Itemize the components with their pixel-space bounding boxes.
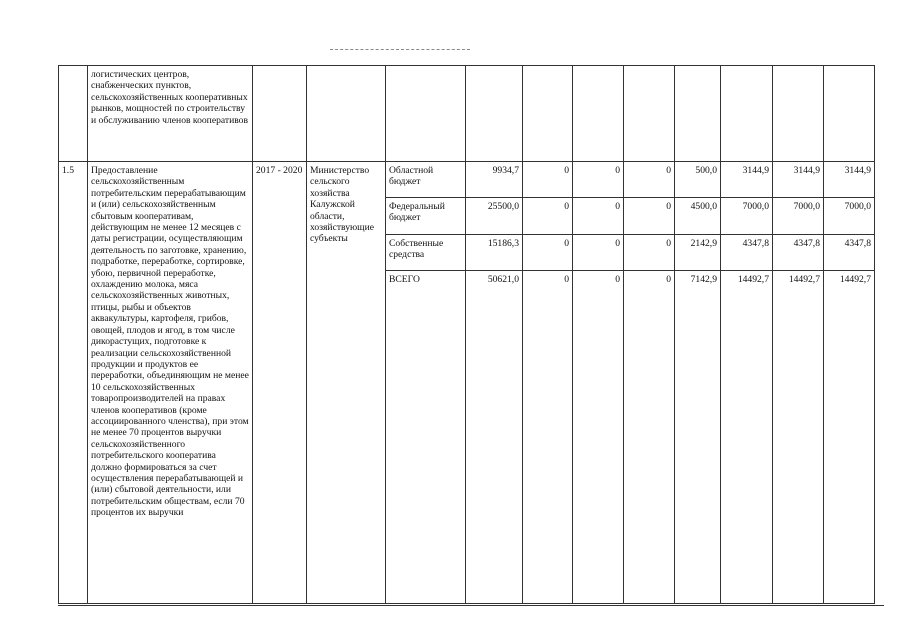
period-cell	[253, 66, 307, 162]
funding-total: 50621,0	[466, 271, 523, 604]
funding-year-value: 500,0	[675, 162, 721, 198]
table-row	[59, 66, 875, 162]
funding-year-value: 2142,9	[675, 235, 721, 271]
empty-cell	[624, 66, 675, 162]
period-cell: 2017 - 2020	[253, 162, 307, 604]
funding-year-value: 0	[523, 198, 573, 235]
funding-source: Собственные средства	[386, 235, 466, 271]
funding-year-value: 4347,8	[721, 235, 773, 271]
funding-total: 9934,7	[466, 162, 523, 198]
empty-cell	[721, 66, 773, 162]
scan-artifact-line	[330, 49, 470, 50]
funding-year-value: 7000,0	[824, 198, 875, 235]
funding-year-value: 4500,0	[675, 198, 721, 235]
measure-description: Предоставление сельскохозяйственным потребительским перерабатывающим и (или) сельскохозяйственным сбытовым кооперативам, действующим не менее 12 месяцев с даты регистрации, осуществляющим деятельность по заготовке, хранению, подработке, переработке, сортировке, убою, первичной переработке, охлаждению молока, мяса сельскохозяйственных животных, птицы, рыбы и объектов аквакультуры, картофеля, грибов, овощей, плодов и ягод, в том числе дикорастущих, подготовке к реализации сельскохозяйственной продукции и продуктов ее переработки, объединяющим не менее 10 сельскохозяйственных товаропроизводителей на правах членов кооперативов (кроме ассоциированного членства), при этом не менее 70 процентов выручки сельскохозяйственного потребительского кооператива должно формироваться за счет осуществления перерабатывающей и (или) сбытовой деятельности, или потребительским обществам, если 70 процентов их выручки	[88, 162, 253, 604]
funding-year-value: 0	[624, 235, 675, 271]
program-table	[58, 65, 875, 604]
funding-year-value: 0	[624, 271, 675, 604]
row-number: 1.5	[59, 162, 88, 604]
executor-cell	[307, 66, 386, 162]
empty-cell	[773, 66, 824, 162]
funding-year-value: 3144,9	[824, 162, 875, 198]
funding-year-value: 7000,0	[721, 198, 773, 235]
funding-year-value: 0	[624, 162, 675, 198]
funding-source: Областной бюджет	[386, 162, 466, 198]
funding-total: 25500,0	[466, 198, 523, 235]
empty-cell	[573, 66, 624, 162]
funding-total: 15186,3	[466, 235, 523, 271]
table-row	[59, 162, 875, 198]
funding-year-value: 0	[573, 271, 624, 604]
empty-cell	[466, 66, 523, 162]
funding-year-value: 0	[573, 198, 624, 235]
funding-year-value: 3144,9	[721, 162, 773, 198]
funding-year-value: 0	[523, 235, 573, 271]
funding-year-value: 0	[523, 162, 573, 198]
funding-year-value: 0	[573, 235, 624, 271]
executor-cell: Министерство сельского хозяйства Калужской области, хозяйствующие субъекты	[307, 162, 386, 604]
funding-year-value: 0	[624, 198, 675, 235]
funding-year-value: 0	[573, 162, 624, 198]
row-number	[59, 66, 88, 162]
funding-year-value: 7000,0	[773, 198, 824, 235]
funding-year-value: 14492,7	[824, 271, 875, 604]
funding-source: ВСЕГО	[386, 271, 466, 604]
funding-year-value: 4347,8	[773, 235, 824, 271]
funding-year-value: 14492,7	[773, 271, 824, 604]
measure-description: логистических центров, снабженческих пунктов, сельскохозяйственных кооперативных рынков, мощностей по строительству и обслуживанию членов кооперативов	[88, 66, 253, 162]
funding-year-value: 7142,9	[675, 271, 721, 604]
page-bottom-rule	[58, 605, 884, 606]
funding-year-value: 4347,8	[824, 235, 875, 271]
empty-cell	[824, 66, 875, 162]
empty-cell	[523, 66, 573, 162]
funding-year-value: 0	[523, 271, 573, 604]
empty-cell	[386, 66, 466, 162]
funding-year-value: 14492,7	[721, 271, 773, 604]
empty-cell	[675, 66, 721, 162]
funding-year-value: 3144,9	[773, 162, 824, 198]
funding-source: Федеральный бюджет	[386, 198, 466, 235]
